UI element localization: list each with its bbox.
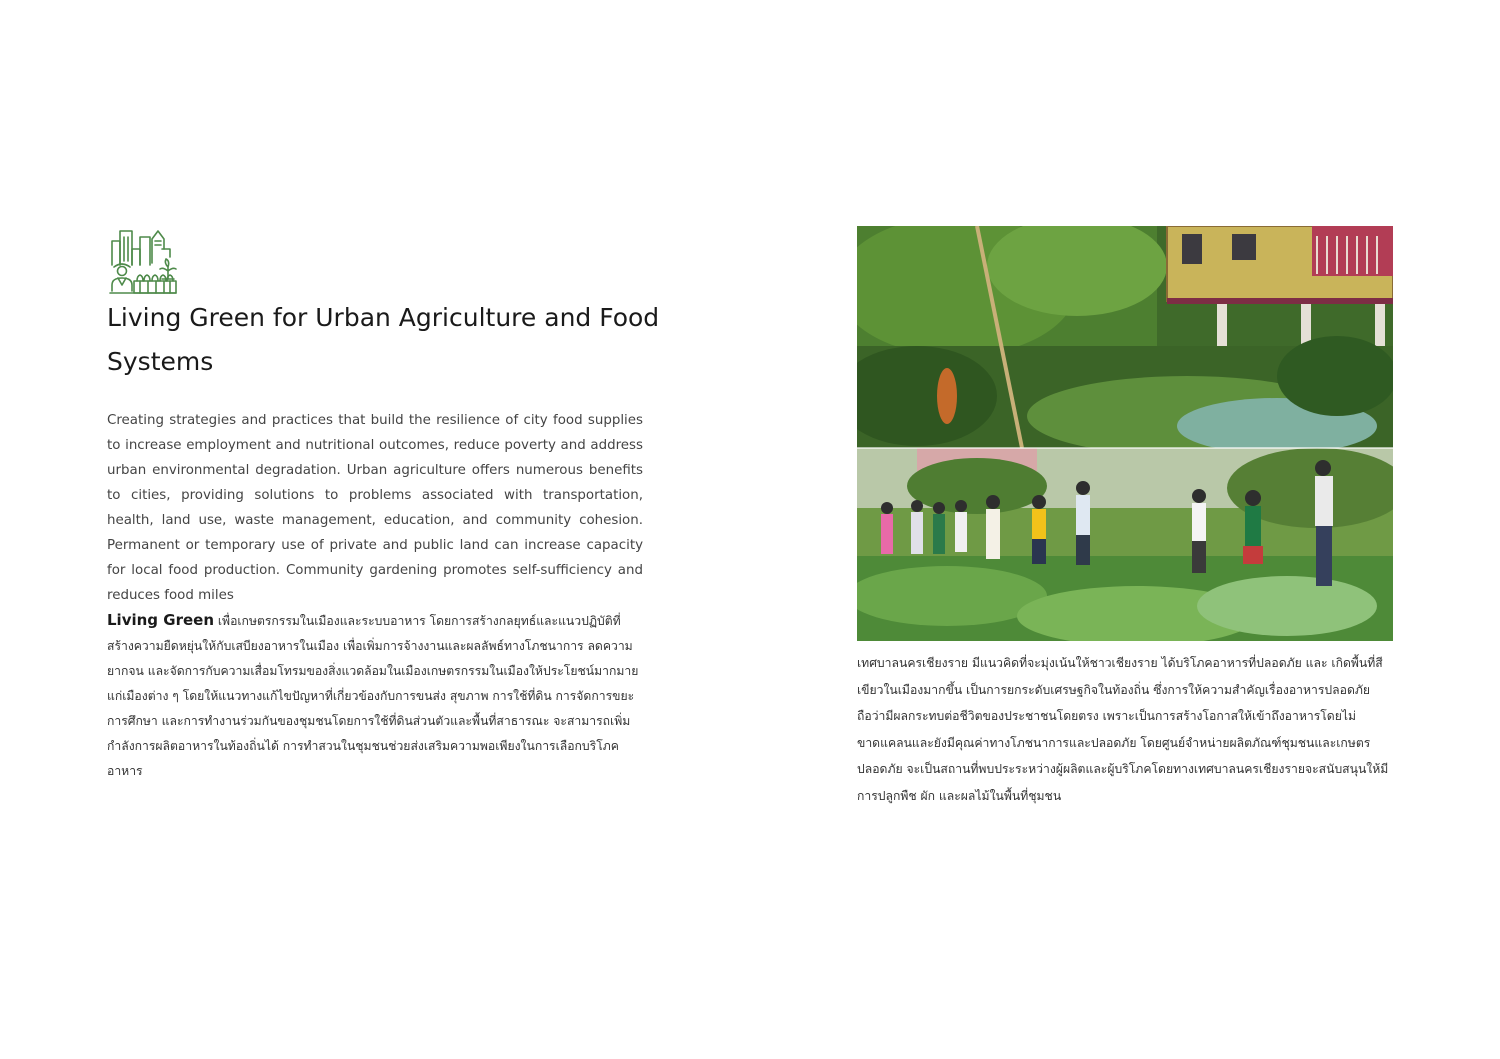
page-title: Living Green for Urban Agriculture and Food Systems (107, 303, 660, 376)
thai-description (107, 608, 643, 784)
photo-caption: เทศบาลนครเชียงราย มีแนวคิดที่จะมุ่งเน้นให้ชาวเชียงราย ได้บริโภคอาหารที่ปลอดภัย และ เกิดพื้นที่สีเขียวในเมืองมากขึ้น เป็นการยกระดับเศรษฐกิจในท้องถิ่น ซึ่งการให้ความสำคัญเรื่องอาหารปลอดภัยถือว่ามีผลกระทบต่อชีวิตของประชาชนโดยตรง เพราะเป็นการสร้างโอกาสให้เข้าถึงอาหารโดยไม่ขาดแคลนและยังมีคุณค่าทางโภชนาการและปลอดภัย โดยศูนย์จำหน่ายผลิตภัณฑ์ชุมชนและเกษตรปลอดภัย จะเป็นสถานที่พบประระหว่างผู้ผลิตและผู้บริโภคโดยทางเทศบาลนครเชียงรายจะสนับสนุนให้มีการปลูกพืช ผัก และผลไม้ในพื้นที่ชุมชน (857, 656, 1389, 803)
urban-garden-photo (857, 226, 1393, 641)
thai-lead-label: Living Green (107, 611, 214, 629)
thai-description-text: เพื่อเกษตรกรรมในเมืองและระบบอาหาร โดยการสร้างกลยุทธ์และแนวปฏิบัติที่สร้างความยืดหยุ่นให้กับเสบียงอาหารในเมือง เพื่อเพิ่มการจ้างงานและผลลัพธ์ทางโภชนาการ ลดความยากจน และจัดการกับความเสื่อมโทรมของสิ่งแวดล้อมในเมืองเกษตรกรรมในเมืองให้ประโยชน์มากมายแก่เมืองต่าง ๆ โดยให้แนวทางแก้ไขปัญหาที่เกี่ยวข้องกับการขนส่ง สุขภาพ การใช้ที่ดิน การจัดการขยะ การศึกษา และการทำงานร่วมกันของชุมชนโดยการใช้ที่ดินส่วนตัวและพื้นที่สาธารณะ จะสามารถเพิ่มกำลังการผลิตอาหารในท้องถิ่นได้ การทำสวนในชุมชนช่วยส่งเสริมความพอเพียงในการเลือกบริโภคอาหาร (107, 614, 639, 778)
urban-farm-city-icon (108, 227, 180, 295)
english-description: Creating strategies and practices that build the resilience of city food supplies to increase employment and nutritional outcomes, reduce poverty and address urban environmental degradation. Urban agriculture offers numerous benefits to cities, providing solutions to problems associated with transportation, health, land use, waste management, education, and community cohesion. Permanent or temporary use of private and public land can increase capacity for local food production. Community gardening promotes self-sufficiency and reduces food miles (107, 413, 643, 603)
